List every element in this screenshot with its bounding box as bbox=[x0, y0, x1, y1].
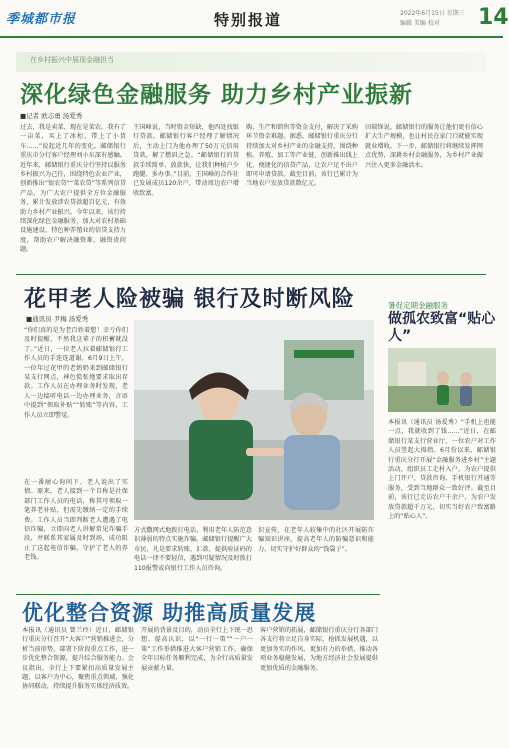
article1-kicker: 在乡村振兴中展现金融担当 bbox=[30, 56, 114, 64]
article1-headline: 深化绿色金融服务 助力乡村产业振新 bbox=[20, 82, 414, 108]
village-service-photo bbox=[388, 348, 496, 412]
bank-counter-photo bbox=[134, 320, 374, 520]
article3-column-1: 本报讯（通讯员 曾兰玲）近日，邮储银行重庆分行召开“大客户”营销推进会，分析当前形势，部署下阶段重点工作，进一步优化整合资源，提升综合服务能力。会议指出，全行上下要紧扣高质量发展主题，以客户为中心，聚焦重点领域，强化协同联动，持续提升服务实体经济质效。 bbox=[22, 627, 134, 691]
sidebar-title: 做孤农致富“贴心人” bbox=[388, 311, 496, 344]
article2-column-2: 在一番耐心询问下，老人说出了实情。原来，老人接到一个自称是社保部门工作人员的电话，称其可领取一笔养老补贴，但需先缴纳一定的手续费。工作人员当即判断老人遭遇了电信诈骗，立即向老人讲解常见诈骗手段，并联系其家属及时到场，成功阻止了这起电信诈骗，守护了老人的养老钱。 bbox=[24, 479, 128, 562]
sidebar-kicker: 暑促定期金融服务 bbox=[388, 301, 448, 310]
issue-date: 2022年6月15日 星期三 bbox=[400, 10, 465, 17]
article2-headline: 花甲老人险被骗 银行及时断风险 bbox=[24, 287, 355, 312]
page-number: 14 bbox=[478, 5, 509, 30]
page-header bbox=[0, 0, 509, 38]
editor-line: 编辑 美编 校对 bbox=[400, 20, 440, 27]
article1-byline: ■记者 欧志勇 汤爱秀 bbox=[20, 112, 83, 120]
section-title: 特别报道 bbox=[214, 11, 283, 29]
article3-headline: 优化整合资源 助推高质量发展 bbox=[22, 601, 317, 625]
article2-column-1: “你们真的是为老百姓着想！幸亏你们及时提醒，不然我这辈子的积蓄就没了。”近日，一位老人拉着邮储银行工作人员的手连连道谢。6月9日上午，一位年过花甲的老奶奶来到邮储银行某支行网点，神色慌张地要求取出存款。工作人员在办理业务时发现，老人一边接听电话一边办理业务，言语中提到“领取补贴”“转账”等内容，工作人员立即警觉。 bbox=[24, 327, 128, 419]
article3-column-2: 开展的背景及目的，动员全行上下统一思想、提高认识，以“一行一策”“一户一策”工作举措推进大客户营销工作，确保全年目标任务顺利完成，为全行高质量发展贡献力量。 bbox=[141, 627, 253, 672]
article1-column-3: 购、生产和销售等资金支付，解决了采购环节资金难题。据悉，邮储银行重庆分行持续加大对乡村产业的金融支持，围绕种植、养殖、加工等产业链，创新推出线上化、便捷化的信贷产品，让农户足不出户即可申请贷款。截至目前，该行已累计为当地农户发放贷款数亿元。 bbox=[246, 124, 358, 188]
article1-column-4: 田瑞锋说，邮储银行的服务让他们更有信心扩大生产规模，也让村民在家门口就能实现就业增收。下一步，邮储银行将继续发挥网点优势，深耕乡村金融服务，为乡村产业振兴注入更多金融活水。 bbox=[365, 124, 483, 169]
article3-column-3: 客户营销的拓展，邮储银行重庆分行各部门各支行将立足自身实际，抢抓发展机遇，以更加务实的作风、更加有力的举措，推动各项业务稳健发展，为地方经济社会发展提供更加优质的金融服务。 bbox=[260, 627, 378, 672]
sidebar-body: 本报讯（通讯员 汤爱秀）“手机上也能一点，我就收到了钱……”近日，在邮储银行某支行营业厅，一位农户对工作人员竖起大拇指。6月份以来，邮储银行重庆分行开展“金融服务进乡村”主题活动，组织员工走村入户，为农户提供上门开户、贷款咨询、手机银行开通等服务，受到当地群众一致好评。截至目前，该行已走访农户千余户，为农户发放贷款超千万元，切实当好农户致富路上的“贴心人”。 bbox=[388, 419, 496, 521]
section-divider bbox=[16, 274, 486, 275]
section-divider-2 bbox=[16, 594, 380, 595]
article2-column-3: 方式撒网式地拨打电话，利用老年人防范意识薄弱的特点实施诈骗。邮储银行提醒广大市民，凡是要求转账、汇款、提供验证码的电话一律不要轻信，遇到可疑情况及时拨打110报警或向银行工作人员咨询。 bbox=[134, 527, 252, 572]
article1-column-2: 王国峰说，当时资金短缺，他四处找银行贷款。邮储银行客户经理了解情况后，主动上门为他办理了50万元信用贷款，解了燃眉之急。“邮储银行的贷款手续简单、放款快，让我们种植户少跑腿、多办事。”目前，王国峰的合作社已发展成员120余户，带动周边农户增收致富。 bbox=[133, 124, 239, 197]
article2-column-4: 识宣传，在老年人较集中的社区开展防诈骗知识讲座，提高老年人的防骗意识和能力，切实守护好群众的“钱袋子”。 bbox=[258, 527, 374, 553]
article1-column-1: 过去，我是卖菜、现在是菜农。我有了一亩菜，买上了冰柜，带上了小货车……”说起近几年的变化，邮储银行重庆市分行客户经理刘小东深有感触。近年来，邮储银行重庆分行坚持以服务乡村振兴为己任，围绕特色农业产业，创新推出“银农贷”“菜农贷”等系列信贷产品，为广大农户提供全方位金融服务，累计发放涉农贷款超百亿元，有效助力乡村产业振兴。今年以来，该行持续深化绿色金融服务，加大对农村基础设施建设、特色种养殖业的信贷支持力度，帮助农户解决融资难、融资贵问题。 bbox=[20, 124, 126, 254]
article2-byline: ■通讯员 尹梅 汤爱秀 bbox=[26, 315, 89, 323]
newspaper-name: 季城都市报 bbox=[6, 12, 77, 27]
